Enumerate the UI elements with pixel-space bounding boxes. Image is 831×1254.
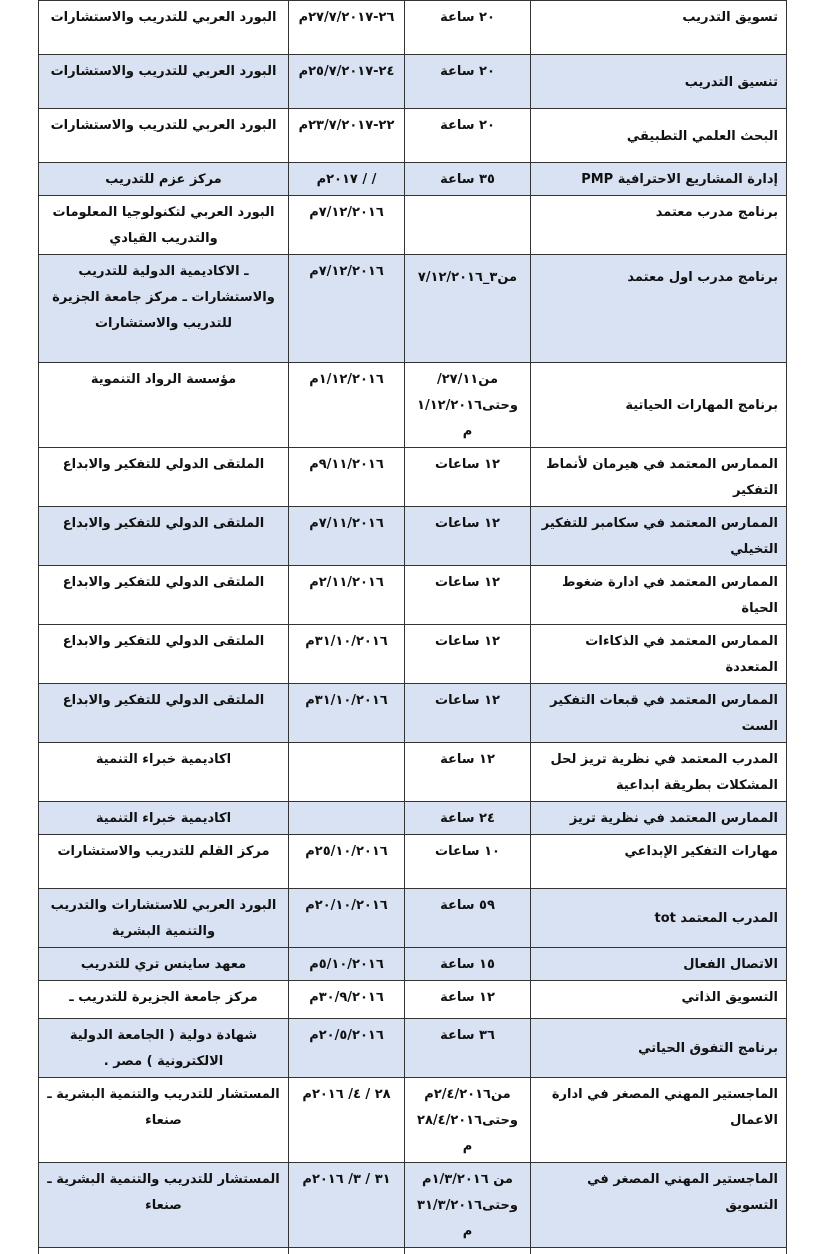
course-date: ٣١ / ٣/ ٢٠١٦م — [289, 1163, 405, 1248]
course-date: ٢٢-٢٣/٧/٢٠١٧م — [289, 109, 405, 163]
course-name: الممارس المعتمد في ادارة ضغوط الحياة — [531, 566, 787, 625]
course-name: برنامج المهارات الحياتية — [531, 363, 787, 448]
course-hours: من٢٧/١١/ وحتى١/١٢/٢٠١٦م — [405, 363, 531, 448]
course-organization: مركز القلم للتدريب والاستشارات — [39, 835, 289, 889]
course-organization: معهد ساينس تري للتدريب — [39, 948, 289, 981]
course-hours: ١٢ ساعة — [405, 981, 531, 1019]
course-hours: من ١/٣/٢٠١٦م وحتى٣١/٣/٢٠١٦م — [405, 1163, 531, 1248]
course-date: ٩/١١/٢٠١٦م — [289, 448, 405, 507]
course-hours: ١٢ ساعات — [405, 625, 531, 684]
course-hours: ٢٠ ساعة — [405, 109, 531, 163]
course-name: إدارة المشاريع الاحترافية PMP — [531, 163, 787, 196]
course-hours: ٣٦ ساعة — [405, 1019, 531, 1078]
course-hours: من٢/٤/٢٠١٦م وحتى٢٨/٤/٢٠١٦م — [405, 1078, 531, 1163]
course-name: التسويق الذاتي — [531, 981, 787, 1019]
course-name: البحث العلمي التطبيقي — [531, 109, 787, 163]
course-name: تسويق التدريب — [531, 1, 787, 55]
course-hours: ١٢ ساعة — [405, 743, 531, 802]
table-row — [39, 981, 787, 1019]
course-hours: ١٢ ساعات — [405, 507, 531, 566]
table-row — [39, 948, 787, 981]
course-hours — [405, 196, 531, 255]
course-organization: اكاديمية خبراء التنمية — [39, 743, 289, 802]
table-row — [39, 55, 787, 109]
course-date: / / ٢٠١٧م — [289, 163, 405, 196]
course-hours: من٣_٧/١٢/٢٠١٦ — [405, 255, 531, 363]
course-organization: الملتقى الدولي للتفكير والابداع — [39, 625, 289, 684]
course-date: ٧/١٢/٢٠١٦م — [289, 196, 405, 255]
table-row — [39, 566, 787, 625]
course-date — [289, 743, 405, 802]
empty-cell — [531, 1248, 787, 1254]
table-row — [39, 889, 787, 948]
course-hours: ١٢ ساعات — [405, 566, 531, 625]
table-body — [39, 1, 787, 1254]
course-name: الماجستير المهني المصغر في ادارة الاعمال — [531, 1078, 787, 1163]
table-row — [39, 802, 787, 835]
course-date: ٢٠/٥/٢٠١٦م — [289, 1019, 405, 1078]
course-date: ٣١/١٠/٢٠١٦م — [289, 684, 405, 743]
course-organization: البورد العربي للتدريب والاستشارات — [39, 1, 289, 55]
table-row — [39, 163, 787, 196]
course-date: ٢٤-٢٥/٧/٢٠١٧م — [289, 55, 405, 109]
course-date: ٢/١١/٢٠١٦م — [289, 566, 405, 625]
course-hours: ١٥ ساعة — [405, 948, 531, 981]
course-hours: ١٠ ساعات — [405, 835, 531, 889]
course-name: الممارس المعتمد في نظرية تريز — [531, 802, 787, 835]
course-organization: الملتقى الدولي للتفكير والابداع — [39, 566, 289, 625]
table-row — [39, 448, 787, 507]
course-organization: مؤسسة الرواد التنموية — [39, 363, 289, 448]
course-date: ٣١/١٠/٢٠١٦م — [289, 625, 405, 684]
course-name: الماجستير المهني المصغر في التسويق — [531, 1163, 787, 1248]
course-date: ٢٨ / ٤/ ٢٠١٦م — [289, 1078, 405, 1163]
table-row — [39, 625, 787, 684]
course-name: تنسيق التدريب — [531, 55, 787, 109]
course-date: ٢٦-٢٧/٧/٢٠١٧م — [289, 1, 405, 55]
course-date: ٧/١٢/٢٠١٦م — [289, 255, 405, 363]
table-row — [39, 363, 787, 448]
table-row — [39, 109, 787, 163]
course-name: المدرب المعتمد tot — [531, 889, 787, 948]
table-row — [39, 507, 787, 566]
course-organization: مركز عزم للتدريب — [39, 163, 289, 196]
course-name: برنامج مدرب معتمد — [531, 196, 787, 255]
course-organization: الملتقى الدولي للتفكير والابداع — [39, 684, 289, 743]
course-name: الممارس المعتمد في الذكاءات المتعددة — [531, 625, 787, 684]
table-row — [39, 1163, 787, 1248]
course-organization: البورد العربي للتدريب والاستشارات — [39, 109, 289, 163]
course-organization: شهادة دولية ( الجامعة الدولية الالكترونية ) مصر . — [39, 1019, 289, 1078]
course-organization: اكاديمية خبراء التنمية — [39, 802, 289, 835]
table-row — [39, 196, 787, 255]
course-date: ٢٥/١٠/٢٠١٦م — [289, 835, 405, 889]
table-row — [39, 255, 787, 363]
course-organization: الملتقى الدولي للتفكير والابداع — [39, 448, 289, 507]
table-row — [39, 1078, 787, 1163]
course-organization: البورد العربي للاستشارات والتدريب والتنمية البشرية — [39, 889, 289, 948]
table-row — [39, 743, 787, 802]
course-hours: ١٢ ساعات — [405, 684, 531, 743]
course-hours: ٢٤ ساعة — [405, 802, 531, 835]
table-row — [39, 835, 787, 889]
course-name: مهارات التفكير الإبداعي — [531, 835, 787, 889]
course-hours: ٢٠ ساعة — [405, 55, 531, 109]
course-date: ٧/١١/٢٠١٦م — [289, 507, 405, 566]
table-row-cut-off — [39, 1248, 787, 1254]
course-hours: ٥٩ ساعة — [405, 889, 531, 948]
course-hours: ٣٥ ساعة — [405, 163, 531, 196]
course-organization: الملتقى الدولي للتفكير والابداع — [39, 507, 289, 566]
course-organization: البورد العربي للتدريب والاستشارات — [39, 55, 289, 109]
empty-cell — [405, 1248, 531, 1254]
course-date: ٥/١٠/٢٠١٦م — [289, 948, 405, 981]
course-name: الممارس المعتمد في هيرمان لأنماط التفكير — [531, 448, 787, 507]
course-date: ٣٠/٩/٢٠١٦م — [289, 981, 405, 1019]
course-date: ٢٠/١٠/٢٠١٦م — [289, 889, 405, 948]
course-organization: المستشار للتدريب والتنمية البشرية ـ صنعاء — [39, 1163, 289, 1248]
course-organization: المستشار للتدريب والتنمية البشرية ـ صنعاء — [39, 1078, 289, 1163]
course-date: ١/١٢/٢٠١٦م — [289, 363, 405, 448]
table-row — [39, 1, 787, 55]
table-row — [39, 1019, 787, 1078]
course-organization: مركز جامعة الجزيرة للتدريب ـ — [39, 981, 289, 1019]
course-organization: ـ الاكاديمية الدولية للتدريب والاستشارات ـ مركز جامعة الجزيرة للتدريب والاستشارات — [39, 255, 289, 363]
course-hours: ٢٠ ساعة — [405, 1, 531, 55]
course-hours: ١٢ ساعات — [405, 448, 531, 507]
course-name: الاتصال الفعال — [531, 948, 787, 981]
empty-cell — [289, 1248, 405, 1254]
course-name: برنامج التفوق الحياتي — [531, 1019, 787, 1078]
empty-cell — [39, 1248, 289, 1254]
course-name: برنامج مدرب اول معتمد — [531, 255, 787, 363]
course-date — [289, 802, 405, 835]
course-name: الممارس المعتمد في قبعات التفكير الست — [531, 684, 787, 743]
course-name: المدرب المعتمد في نظرية تريز لحل المشكلات بطريقة ابداعية — [531, 743, 787, 802]
training-courses-table — [38, 0, 787, 1254]
table-row — [39, 684, 787, 743]
course-name: الممارس المعتمد في سكامبر للتفكير التخيلي — [531, 507, 787, 566]
course-organization: البورد العربي لتكنولوجيا المعلومات والتدريب القيادي — [39, 196, 289, 255]
